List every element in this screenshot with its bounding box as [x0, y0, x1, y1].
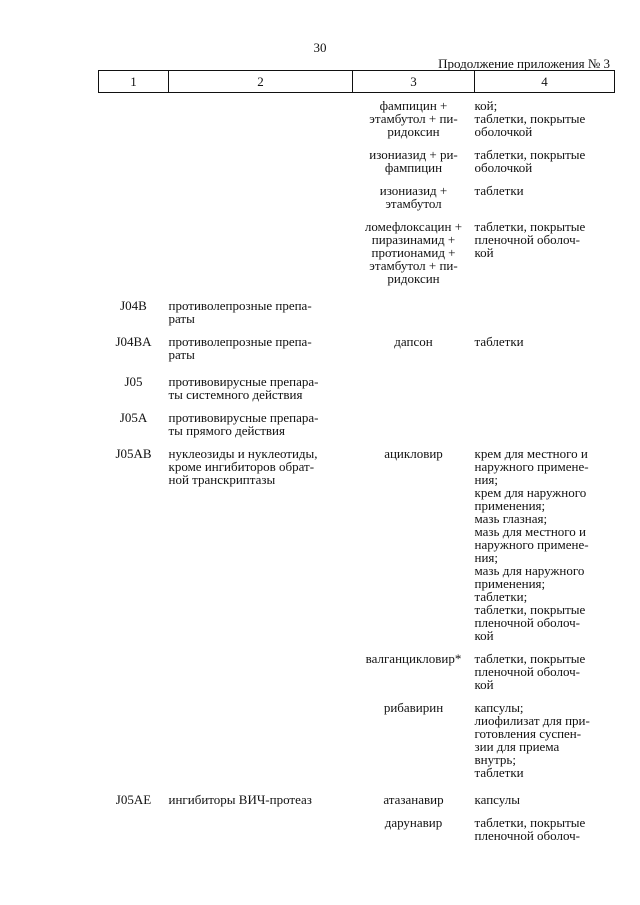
- form-cell: [475, 210, 615, 285]
- inn-cell-text: ацикловир: [384, 446, 443, 461]
- group-cell: [169, 285, 353, 325]
- group-cell-text: противолепрозные препа- раты: [168, 298, 312, 326]
- inn-cell-text: атазанавир: [383, 792, 444, 807]
- form-cell: [475, 642, 615, 691]
- table-row: [99, 138, 615, 174]
- inn-cell-text: изониазид + этамбутол: [379, 183, 448, 211]
- table-row: [99, 210, 615, 285]
- inn-cell-text: дапсон: [394, 334, 433, 349]
- group-cell: [169, 806, 353, 842]
- group-cell: [169, 691, 353, 779]
- header-col-1: 1: [99, 71, 169, 93]
- form-cell-text: крем для местного и наружного примене- ния; крем для наружного применения; мазь глазная; мазь для местного и наружного примене- ния; мазь для наружного применения; таблетки; таблетки, покрытые пленочной оболоч- кой: [474, 446, 589, 643]
- table-row: [99, 285, 615, 325]
- code-cell-text: J05AB: [115, 446, 152, 461]
- code-cell: [99, 285, 169, 325]
- form-cell: [475, 691, 615, 779]
- inn-cell: [353, 210, 475, 285]
- inn-cell-text: валганцикловир*: [365, 651, 462, 666]
- table-row: [99, 361, 615, 401]
- form-cell-text: таблетки, покрытые пленочной оболоч- кой: [474, 651, 586, 692]
- form-cell-text: таблетки, покрытые пленочной оболоч- кой: [474, 219, 586, 260]
- inn-cell: [353, 285, 475, 325]
- code-cell: [99, 174, 169, 210]
- inn-cell: [353, 691, 475, 779]
- inn-cell-text: фампицин + этамбутол + пи- ридоксин: [369, 98, 458, 139]
- group-cell: [169, 437, 353, 642]
- table-row: [99, 691, 615, 779]
- form-cell: [475, 361, 615, 401]
- inn-cell: [353, 361, 475, 401]
- inn-cell: [353, 642, 475, 691]
- form-cell: [475, 174, 615, 210]
- table-row: [99, 779, 615, 806]
- inn-cell: [353, 138, 475, 174]
- table-row: [99, 642, 615, 691]
- page-number: 30: [313, 40, 327, 55]
- table-row: [99, 93, 615, 139]
- code-cell: [99, 691, 169, 779]
- group-cell: [169, 779, 353, 806]
- group-cell: [169, 361, 353, 401]
- form-cell-text: таблетки, покрытые пленочной оболоч-: [474, 815, 586, 843]
- form-cell: [475, 806, 615, 842]
- code-cell: [99, 138, 169, 174]
- inn-cell: [353, 325, 475, 361]
- code-cell: [99, 93, 169, 139]
- inn-cell: [353, 779, 475, 806]
- table-row: [99, 401, 615, 437]
- header-col-4: 4: [475, 71, 615, 93]
- inn-cell: [353, 806, 475, 842]
- form-cell: [475, 93, 615, 139]
- table-row: [99, 806, 615, 842]
- form-cell: [475, 285, 615, 325]
- code-cell-text: J05: [124, 374, 143, 389]
- group-cell: [169, 93, 353, 139]
- form-cell: [475, 401, 615, 437]
- form-cell: [475, 779, 615, 806]
- group-cell: [169, 174, 353, 210]
- table-row: [99, 174, 615, 210]
- form-cell: [475, 325, 615, 361]
- inn-cell-text: ломефлоксацин + пиразинамид + протионамид + этамбутол + пи- ридоксин: [364, 219, 463, 286]
- table-row: [99, 325, 615, 361]
- form-cell-text: капсулы; лиофилизат для при- готовления суспен- зии для приема внутрь; таблетки: [474, 700, 590, 780]
- form-cell: [475, 437, 615, 642]
- drug-table: [98, 70, 615, 842]
- code-cell: [99, 401, 169, 437]
- form-cell-text: капсулы: [474, 792, 520, 807]
- group-cell: [169, 210, 353, 285]
- group-cell-text: противовирусные препара- ты прямого действия: [168, 410, 319, 438]
- form-cell-text: таблетки: [474, 183, 524, 198]
- group-cell: [169, 401, 353, 437]
- group-cell-text: противовирусные препара- ты системного действия: [168, 374, 319, 402]
- group-cell: [169, 642, 353, 691]
- form-cell-text: таблетки, покрытые оболочкой: [474, 147, 586, 175]
- group-cell-text: противолепрозные препа- раты: [168, 334, 312, 362]
- table-row: [99, 437, 615, 642]
- inn-cell: [353, 401, 475, 437]
- group-cell: [169, 325, 353, 361]
- inn-cell: [353, 437, 475, 642]
- header-row: [99, 71, 615, 93]
- group-cell: [169, 138, 353, 174]
- continuation-note: Продолжение приложения № 3: [438, 56, 610, 71]
- header-col-2: 2: [169, 71, 353, 93]
- code-cell: [99, 806, 169, 842]
- code-cell: [99, 779, 169, 806]
- inn-cell: [353, 174, 475, 210]
- code-cell: [99, 642, 169, 691]
- code-cell: [99, 325, 169, 361]
- group-cell-text: нуклеозиды и нуклеотиды, кроме ингибиторов обрат- ной транскриптазы: [168, 446, 318, 487]
- code-cell: [99, 437, 169, 642]
- code-cell-text: J05A: [119, 410, 148, 425]
- code-cell-text: J04BA: [115, 334, 152, 349]
- group-cell-text: ингибиторы ВИЧ-протеаз: [168, 792, 312, 807]
- inn-cell-text: изониазид + ри- фампицин: [369, 147, 458, 175]
- code-cell: [99, 210, 169, 285]
- header-col-3: 3: [353, 71, 475, 93]
- form-cell: [475, 138, 615, 174]
- inn-cell-text: дарунавир: [384, 815, 443, 830]
- inn-cell-text: рибавирин: [383, 700, 444, 715]
- code-cell: [99, 361, 169, 401]
- code-cell-text: J04B: [120, 298, 147, 313]
- code-cell-text: J05AE: [115, 792, 152, 807]
- form-cell-text: кой; таблетки, покрытые оболочкой: [474, 98, 586, 139]
- inn-cell: [353, 93, 475, 139]
- form-cell-text: таблетки: [474, 334, 524, 349]
